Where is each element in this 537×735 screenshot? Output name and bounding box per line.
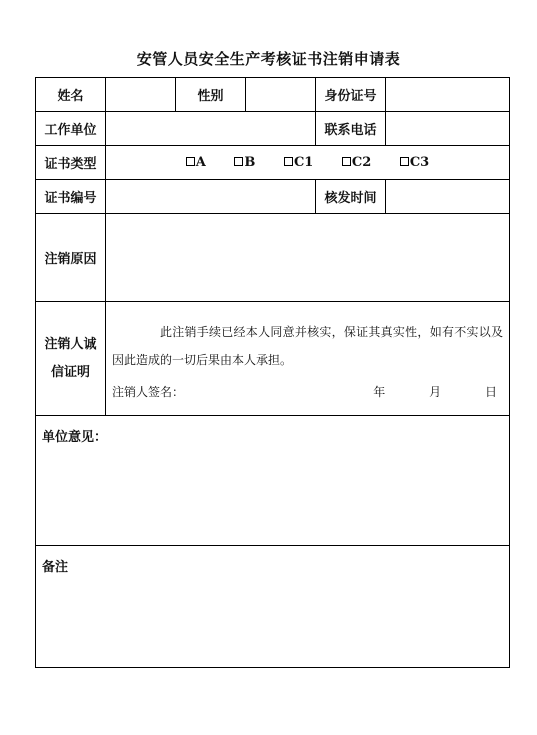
- issue-date-field[interactable]: [386, 180, 510, 214]
- cert-type-label: 证书类型: [36, 146, 106, 180]
- cancel-reason-field[interactable]: [106, 214, 510, 302]
- checkbox-icon: [342, 157, 351, 166]
- employer-label: 工作单位: [36, 112, 106, 146]
- employer-field[interactable]: [106, 112, 316, 146]
- checkbox-icon: [186, 157, 195, 166]
- id-number-label: 身份证号: [316, 78, 386, 112]
- cert-option-label: C3: [409, 155, 430, 170]
- id-number-field[interactable]: [386, 78, 510, 112]
- cert-option-c2[interactable]: [342, 155, 371, 170]
- declaration-cell: [106, 302, 510, 416]
- application-form-table: [35, 77, 510, 668]
- row-integrity-declaration: [36, 302, 510, 416]
- signature-label: 注销人签名：: [112, 384, 185, 399]
- remarks-field[interactable]: [36, 546, 510, 668]
- row-unit-opinion: [36, 416, 510, 546]
- phone-label: 联系电话: [316, 112, 386, 146]
- signature-date: [333, 378, 503, 406]
- year-label: 年: [373, 384, 386, 399]
- row-remarks: [36, 546, 510, 668]
- row-cert-number: [36, 180, 510, 214]
- cert-option-b[interactable]: [234, 155, 255, 170]
- month-label: 月: [429, 384, 442, 399]
- row-personal-info: [36, 78, 510, 112]
- row-work-info: [36, 112, 510, 146]
- integrity-label-line1: 注销人诚: [44, 336, 97, 352]
- unit-opinion-label: 单位意见：: [42, 430, 108, 445]
- gender-label: 性别: [176, 78, 246, 112]
- row-cert-type: [36, 146, 510, 180]
- phone-field[interactable]: [386, 112, 510, 146]
- integrity-label: [36, 302, 106, 416]
- cert-option-label: A: [195, 155, 206, 170]
- gender-field[interactable]: [246, 78, 316, 112]
- checkbox-icon: [400, 157, 409, 166]
- declaration-text: 此注销手续已经本人同意并核实，保证其真实性，如有不实以及因此造成的一切后果由本人承担。: [112, 324, 503, 367]
- cert-option-label: C1: [293, 155, 314, 170]
- checkbox-icon: [284, 157, 293, 166]
- cert-option-a[interactable]: [186, 155, 206, 170]
- form-title: 安管人员安全生产考核证书注销申请表: [136, 50, 401, 68]
- cert-number-label: 证书编号: [36, 180, 106, 214]
- cert-type-options: [106, 146, 510, 180]
- unit-opinion-field[interactable]: [36, 416, 510, 546]
- checkbox-icon: [234, 157, 243, 166]
- integrity-label-line2: 信证明: [50, 364, 90, 380]
- remarks-label: 备注: [42, 560, 69, 575]
- cert-number-field[interactable]: [106, 180, 316, 214]
- cert-option-c3[interactable]: [400, 155, 429, 170]
- cert-option-label: B: [244, 155, 256, 170]
- cert-option-c1[interactable]: [284, 155, 313, 170]
- cancel-reason-label: 注销原因: [36, 214, 106, 302]
- row-cancel-reason: [36, 214, 510, 302]
- cert-option-label: C2: [351, 155, 372, 170]
- issue-date-label: 核发时间: [316, 180, 386, 214]
- day-label: 日: [484, 384, 497, 399]
- name-label: 姓名: [36, 78, 106, 112]
- name-field[interactable]: [106, 78, 176, 112]
